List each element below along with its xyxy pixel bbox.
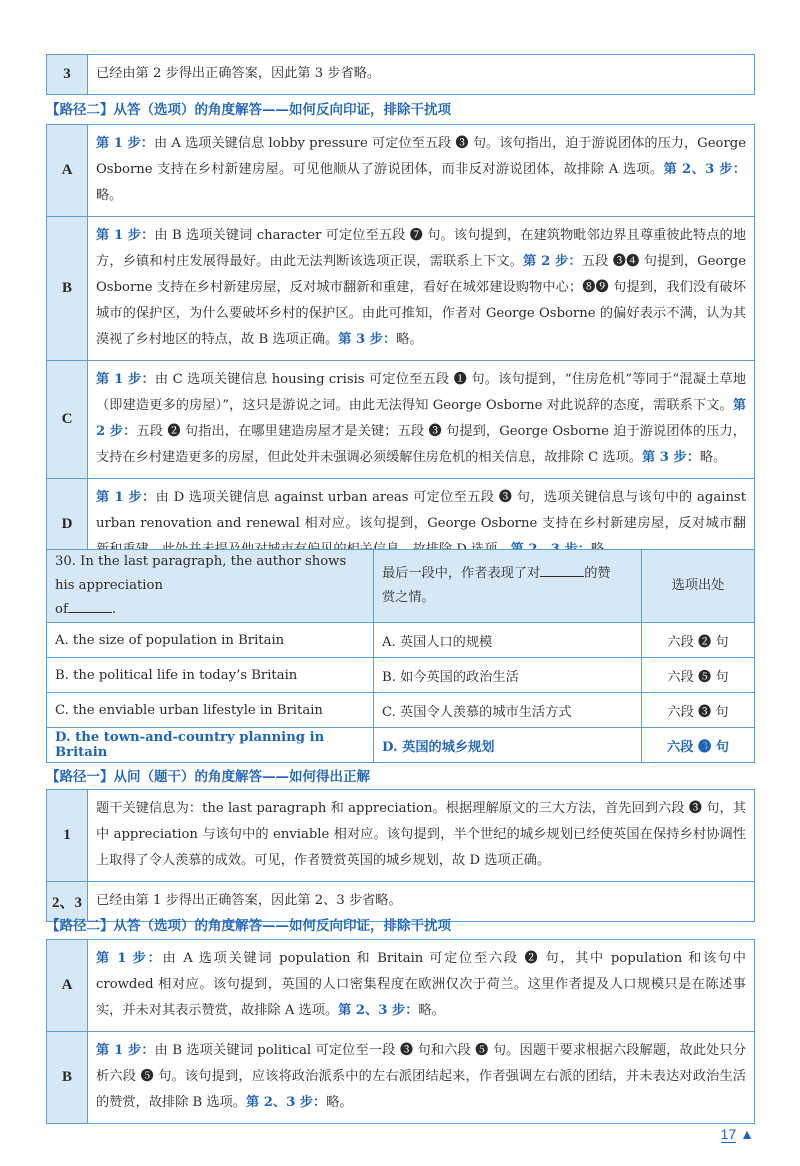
source-header: 选项出处 [642, 550, 755, 623]
path2-title: 从答（选项）的角度解答——如何反向印证，排除干扰项 [113, 918, 451, 934]
option-label: D [47, 479, 88, 571]
table-row [47, 658, 755, 693]
answer-blank [68, 600, 112, 613]
q29-option-table [46, 124, 755, 571]
option-source: 六段 ❸ 句 [642, 728, 755, 763]
step-marker: 第 1 步： [96, 951, 163, 966]
step-text: 已经由第 1 步得出正确答案，因此第 2、3 步省略。 [88, 882, 755, 922]
table-row [47, 361, 755, 479]
path2-header-q29 [46, 98, 451, 118]
step-marker: 第 1 步： [96, 228, 155, 243]
step-marker: 第 1 步： [96, 490, 156, 505]
step-text: 由 D 选项关键信息 against urban areas 可定位至五段 ❸ 句，选项关键信息与该句中的 against urban renovation and renewal 相对应。该句提到，George Osborne 支持在乡村新建房屋，反对城市翻 [96, 490, 747, 531]
q30-question-table [46, 549, 755, 763]
step-marker: 第 1 步： [96, 372, 155, 387]
path2-header-q30 [46, 914, 451, 934]
page-number [721, 1126, 754, 1142]
question-text: of [55, 602, 68, 617]
step-text: 略。 [96, 188, 123, 203]
step-marker: 第 1 步： [96, 136, 154, 151]
option-source: 六段 ❺ 句 [642, 658, 755, 693]
step-text: 由 B 选项关键词 character 可定位至五段 ❼ 句。该句提到，在建筑物毗邻边界且尊重彼此特点的地方，乡镇和村庄发展得最好。由此无法判断该选项正误，需联系上下文。 [96, 228, 747, 269]
path1-title: 从问（题干）的角度解答——如何得出正解 [113, 769, 370, 785]
q30-option-table [46, 939, 755, 1124]
step-text: 由 B 选项关键词 political 可定位至一段 ❸ 句和六段 ❺ 句。因题干要求根据六段解题，故此处只分析六段 ❺ 句。该句提到，应该将政治派系中的左右派团结起来，作者强调左右派的团结，并未表达对政治生活的赞赏，故排除 B 选项。 [96, 1043, 747, 1110]
step-marker: 第 3 步： [338, 332, 397, 347]
table-row-answer [47, 728, 755, 763]
table-header-row [47, 550, 755, 623]
step-text: 略。 [699, 450, 727, 465]
step-label: 3 [47, 55, 88, 95]
table-row [47, 693, 755, 728]
question-text: 30. In the last paragraph, the author shows his appreciation [55, 554, 347, 593]
question-text: 最后一段中，作者表现了对 [382, 566, 541, 581]
step-text: 略。 [396, 332, 423, 347]
step-text: 五段 ❷ 句指出，在哪里建造房屋才是关键；五段 ❸ 句提到，George Osborne 迫于游说团体的压力，支持在乡村建造更多的房屋，但此处并未强调必须缓解住房危机的相关信息，故排除 C 选项。 [96, 424, 746, 465]
step-label: 1 [47, 790, 88, 882]
answer-blank [540, 564, 584, 577]
path1-header [46, 765, 370, 785]
option-source: 六段 ❸ 句 [642, 693, 755, 728]
table-row [47, 623, 755, 658]
question-english [47, 550, 374, 623]
table-row [47, 217, 755, 361]
option-label: A [47, 125, 88, 217]
table-row [47, 1032, 755, 1124]
step-text: 已经由第 2 步得出正确答案，因此第 3 步省略。 [96, 66, 381, 81]
step-marker: 第 1 步： [96, 1043, 155, 1058]
step-marker: 第 2、3 步： [245, 1095, 327, 1110]
step-label: 2、3 [47, 882, 88, 922]
option-source: 六段 ❷ 句 [642, 623, 755, 658]
table-row [47, 940, 755, 1032]
option-english: B. the political life in today’s Britain [47, 658, 374, 693]
option-english: C. the enviable urban lifestyle in Britain [47, 693, 374, 728]
step-text: 略。 [326, 1095, 353, 1110]
path1-step-table [46, 789, 755, 922]
option-chinese: B. 如今英国的政治生活 [374, 658, 642, 693]
path2-bracket: 【路径二】 [46, 102, 114, 118]
step-text: 由 A 选项关键词 population 和 Britain 可定位至六段 ❷ 句，其中 population 和该句中 crowded 相对应。该句提到，英国的人口密集程度在欧洲仅次于荷兰。这里作者提及人口规模只是在陈述事实，并未对其表示赞赏，故排除 A 选项。 [96, 951, 746, 1018]
option-analysis [88, 1032, 755, 1124]
table-row [47, 55, 755, 95]
step-text: 略。 [418, 1003, 445, 1018]
step-text: 由 A 选项关键信息 lobby pressure 可定位至五段 ❸ 句。该句指出，迫于游说团体的压力，George Osborne 支持在乡村新建房屋。可见他顺从了游说团体，而非反对游说团体，故排除 A 选项。 [96, 136, 746, 177]
question-text: . [111, 602, 117, 617]
option-analysis [88, 940, 755, 1032]
option-english: D. the town-and-country planning in Britain [47, 728, 374, 763]
path2-bracket: 【路径二】 [46, 918, 114, 934]
question-chinese [374, 550, 642, 623]
question-text: 的赞 [584, 566, 611, 581]
step-text: 五段 ❸❹ 句提到，George Osborne 支持在乡村新建房屋，反对城市翻新和重建，看好在城郊建设购物中心；❽❾ 句提到，我们没有破坏城市的保护区，为什么要破坏乡村的保护区。由此可推知，作者对 George Osborne 的偏好表示不满，认为其漠视了乡村地区的特点，故 B 选项正确。 [96, 254, 747, 347]
top-step-table [46, 54, 755, 95]
step-text: 题干关键信息为：the last paragraph 和 appreciation。根据理解原文的三大方法，首先回到六段 ❸ 句，其中 appreciation 与该句中的 enviable 相对应。该句提到，半个世纪的城乡规划已经使英国在保持乡村协调性上取得了令人羡慕的成效。可见，作者赞赏英国的城乡规划，故 D 选项正确。 [96, 801, 746, 868]
step-marker: 第 2 步： [96, 398, 746, 439]
table-row [47, 125, 755, 217]
option-chinese: C. 英国令人羡慕的城市生活方式 [374, 693, 642, 728]
step-marker: 第 2、3 步： [663, 162, 746, 177]
question-text: 赏之情。 [382, 590, 435, 605]
option-chinese: A. 英国人口的规模 [374, 623, 642, 658]
path2-title: 从答（选项）的角度解答——如何反向印证，排除干扰项 [113, 102, 451, 118]
option-analysis [88, 361, 755, 479]
table-row [47, 790, 755, 882]
step-text: 由 C 选项关键信息 housing crisis 可定位至五段 ❶ 句。该句提到，“住房危机”等同于“混凝土草地（即建造更多的房屋）”，这只是游说之词。由此无法得知 George Osborne 对此说辞的态度，需联系下文。 [96, 372, 747, 413]
page-number-text: 17 [720, 1126, 737, 1142]
step-marker: 第 2 步： [523, 254, 582, 269]
step-marker: 第 2、3 步： [338, 1003, 419, 1018]
option-label: A [47, 940, 88, 1032]
option-label: B [47, 1032, 88, 1124]
step-marker: 第 3 步： [641, 450, 700, 465]
option-analysis [88, 217, 755, 361]
option-label: C [47, 361, 88, 479]
graduation-cap-icon: ▲ [736, 1126, 754, 1142]
option-english: A. the size of population in Britain [47, 623, 374, 658]
path1-bracket: 【路径一】 [46, 769, 114, 785]
option-chinese: D. 英国的城乡规划 [374, 728, 642, 763]
option-label: B [47, 217, 88, 361]
option-analysis [88, 125, 755, 217]
